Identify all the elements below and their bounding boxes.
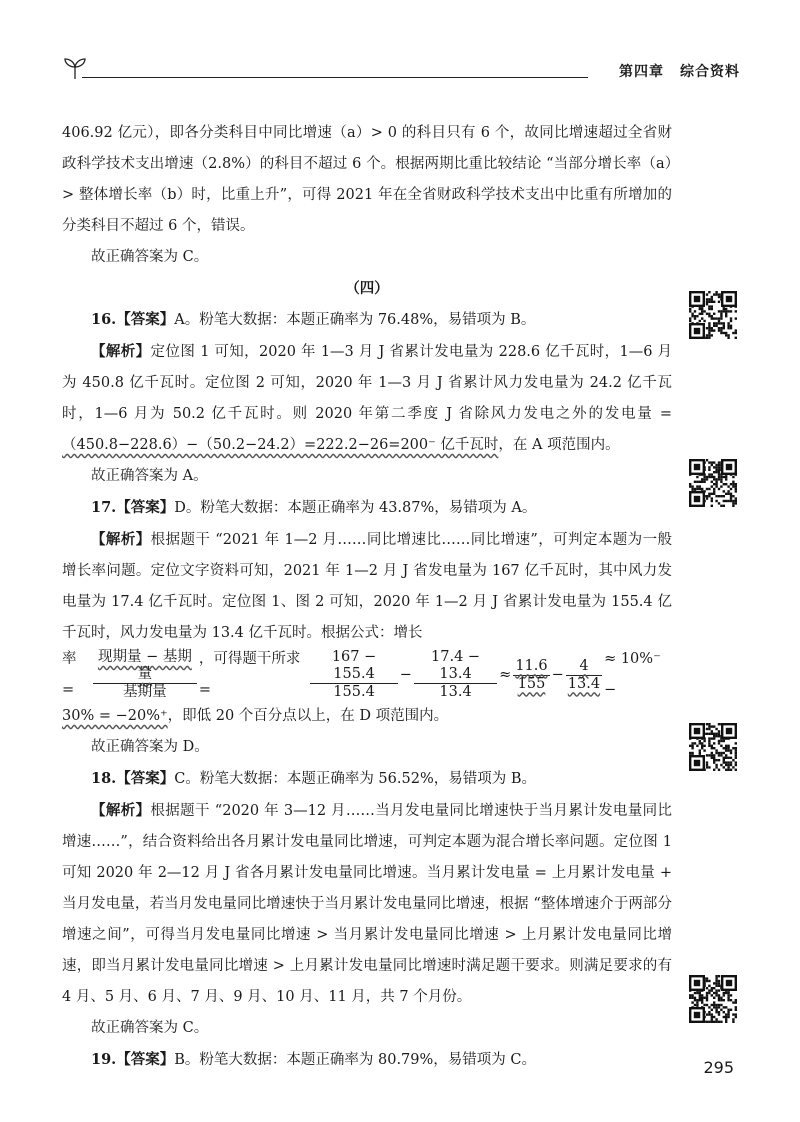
explanation-q17 <box>62 524 672 649</box>
explanation-text: 根据题干 “2021 年 1—2 月……同比增速比……同比增速”，可判定本题为一般增长率问题。定位文字资料可知，2021 年 1—2 月 J 省发电量为 167 亿千瓦时，其中风力发电量为 17.4 亿千瓦时。定位图 1、图 2 可知，2020 年 1—2 月 J 省累计发电量为 155.4 亿千瓦时，风力发电量为 13.4 亿千瓦时。根据公式：增长 <box>62 532 672 641</box>
growth-formula <box>62 649 672 701</box>
answer-q18: 故正确答案为 C。 <box>91 1020 209 1036</box>
denominator: 13.4 <box>567 675 601 692</box>
explanation-q16 <box>62 336 672 461</box>
explanation-text: 定位图 1 可知，2020 年 1—3 月 J 省累计发电量为 228.6 亿千瓦时，1—6 月为 450.8 亿千瓦时。定位图 2 可知，2020 年 1—3 月 J 省累计风力发电量为 24.2 亿千瓦时，1—6 月为 50.2 亿千瓦时。则 2020 年第二季度 J 省除风力发电之外的发电量 = <box>62 344 672 422</box>
denominator: 155.4 <box>333 684 375 700</box>
answer-line-q16 <box>62 304 672 336</box>
minus-sign: − <box>551 666 564 683</box>
numerator: 11.6 <box>515 657 548 674</box>
numerator: 4 <box>566 658 602 676</box>
page-number: 295 <box>703 1058 734 1077</box>
approx-sign: ≈ <box>499 666 512 683</box>
denominator: 155 <box>517 675 546 692</box>
fraction-approx2 <box>566 658 602 693</box>
explanation-text: 根据题干 “2020 年 3—12 月……当月发电量同比增速快于当月累计发电量同比增速……”，结合资料给出各月累计发电量同比增速，可判定本题为混合增长率问题。定位图 1 可知 2020 年 2—12 月 J 省各月累计发电量同比增速。当月累计发电量 = 上月累计发电量 + 当月发电量，若当月发电量同比增速快于当月累计发电量同比增速，根据 “整体增速介于两部分增速之间”，可得当月发电量同比增速 > 当月累计发电量同比增速 > 上月累计发电量同比增速，即当月累计发电量同比增速 > 上月累计发电量同比增速时满足题干要求。则满足要求的有 4 月、5 月、6 月、7 月、9 月、10 月、11 月，共 7 个月份。 <box>62 803 672 1005</box>
calc-text: （450.8−228.6）−（50.2−24.2）=222.2−26=200⁻ 亿千瓦时 <box>62 437 499 453</box>
result-text: 30% = −20%⁺ <box>62 708 168 724</box>
chapter-number: 第四章 <box>619 64 664 80</box>
formula-label: 率 = <box>62 651 77 698</box>
answer-text: B。粉笔大数据：本题正确率为 80.79%，易错项为 C。 <box>174 1052 536 1068</box>
page-header <box>60 55 740 85</box>
explanation-tag: 【解析】 <box>91 343 151 360</box>
answer-q16: 故正确答案为 A。 <box>91 468 208 484</box>
fraction-wind <box>414 649 497 701</box>
answer-q17: 故正确答案为 D。 <box>91 739 209 755</box>
fraction-total <box>310 649 397 701</box>
answer-q15: 故正确答案为 C。 <box>91 249 209 265</box>
answer-tag: 17.【答案】 <box>91 499 175 516</box>
result-tail: ，即低 20 个百分点以上，在 D 项范围内。 <box>167 708 449 724</box>
section-title: （四） <box>345 280 389 297</box>
answer-tag: 16.【答案】 <box>91 311 175 328</box>
answer-tag: 19.【答案】 <box>91 1051 175 1068</box>
numerator: 17.4 − 13.4 <box>414 649 497 684</box>
paragraph-q15-cont: 406.92 亿元），即各分类科目中同比增速（a）> 0 的科目只有 6 个，故同比增速超过全省财政科学技术支出增速（2.8%）的科目不超过 6 个。根据两期比重比较结论 “当部分增长率（a）> 整体增长率（b）时，比重上升”，可得 2021 年在全省财政科学技术支出中比重有所增加的分类科目不超过 6 个，错误。 <box>62 125 672 234</box>
minus-sign: − <box>399 666 412 683</box>
numerator: 现期量 − 基期量 <box>93 649 197 684</box>
answer-text: D。粉笔大数据：本题正确率为 43.87%，易错项为 A。 <box>174 500 537 516</box>
chapter-section: 综合资料 <box>680 64 740 80</box>
explanation-tag: 【解析】 <box>91 531 151 548</box>
qr-code-icon[interactable] <box>688 458 738 508</box>
denominator: 基期量 <box>123 684 167 700</box>
qr-code-icon[interactable] <box>688 290 738 340</box>
qr-code-icon[interactable] <box>688 722 738 772</box>
fraction-approx1 <box>513 658 549 693</box>
answer-tag: 18.【答案】 <box>91 770 175 787</box>
explanation-q17-tail <box>62 701 672 732</box>
numerator: 167 − 155.4 <box>310 649 397 684</box>
answer-text: C。粉笔大数据：本题正确率为 56.52%，易错项为 B。 <box>174 771 536 787</box>
denominator: 13.4 <box>439 684 472 700</box>
explanation-q18 <box>62 795 672 1013</box>
answer-text: A。粉笔大数据：本题正确率为 76.48%，易错项为 B。 <box>174 312 536 328</box>
fraction-rate <box>93 649 197 701</box>
answer-line-q18 <box>62 763 672 795</box>
qr-code-icon[interactable] <box>688 974 738 1024</box>
formula-tail: ≈ 10%⁻ − <box>604 651 661 698</box>
chapter-title <box>619 61 740 81</box>
calc-tail: ，在 A 项范围内。 <box>498 437 620 453</box>
formula-mid: ，可得题干所求 = <box>198 651 301 698</box>
page-body <box>62 118 672 1076</box>
answer-line-q17 <box>62 492 672 524</box>
explanation-tag: 【解析】 <box>91 802 151 819</box>
answer-line-q19 <box>62 1044 672 1076</box>
header-rule <box>82 77 588 78</box>
